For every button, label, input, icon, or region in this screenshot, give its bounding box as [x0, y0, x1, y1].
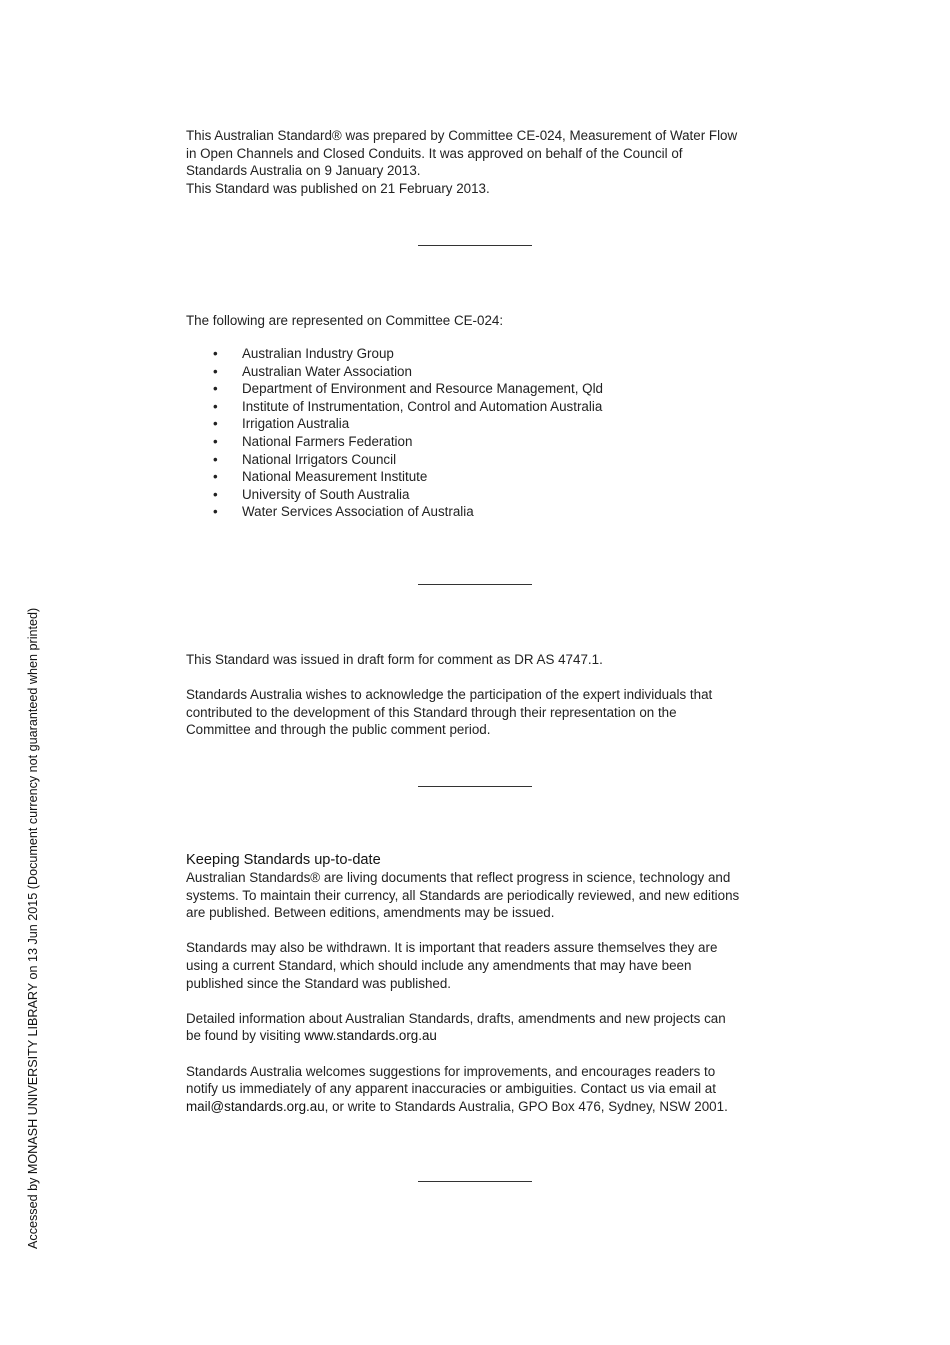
uptodate-section: [186, 851, 776, 1115]
list-item: [186, 433, 746, 451]
paragraph-text: be found by visiting: [186, 1028, 305, 1044]
bullet-icon: •: [213, 433, 218, 449]
member-name: National Farmers Federation: [242, 433, 413, 449]
paragraph-line: notify us immediately of any apparent inaccuracies or ambiguities. Contact us via email at: [186, 1081, 716, 1097]
committee-intro: [186, 312, 776, 330]
member-name: Department of Environment and Resource Management, Qld: [242, 381, 603, 397]
list-item: [186, 503, 746, 521]
member-name: Irrigation Australia: [242, 416, 350, 432]
committee-member-list: [186, 345, 746, 521]
paragraph-text: , or write to Standards Australia, GPO Box 476, Sydney, NSW 2001.: [324, 1098, 728, 1114]
list-item: [186, 486, 746, 504]
list-item: [186, 345, 746, 363]
approval-line: in Open Channels and Closed Conduits. It was approved on behalf of the Council of: [186, 145, 683, 161]
list-item: [186, 451, 746, 469]
list-item: [186, 415, 746, 433]
paragraph-line: using a current Standard, which should include any amendments that may have been: [186, 957, 692, 973]
bullet-icon: •: [213, 381, 218, 397]
draft-issued-text: This Standard was issued in draft form for comment as DR AS 4747.1.: [186, 652, 603, 667]
member-name: Water Services Association of Australia: [242, 504, 474, 520]
access-watermark-note: Accessed by MONASH UNIVERSITY LIBRARY on 13 Jun 2015 (Document currency not guaranteed when printed): [26, 607, 40, 1249]
bullet-icon: •: [213, 504, 218, 520]
bullet-icon: •: [213, 469, 218, 485]
paragraph-line: published since the Standard was published.: [186, 975, 452, 991]
section-divider: [418, 245, 532, 246]
member-name: National Irrigators Council: [242, 451, 397, 467]
list-item: [186, 363, 746, 381]
committee-intro-text: The following are represented on Committee CE-024:: [186, 313, 504, 328]
section-divider: [418, 786, 532, 787]
bullet-icon: •: [213, 486, 218, 502]
paragraph-line: Standards may also be withdrawn. It is important that readers assure themselves they are: [186, 940, 718, 956]
paragraph-line: [186, 1027, 776, 1045]
bullet-icon: •: [213, 416, 218, 432]
list-item: [186, 468, 746, 486]
section-heading: Keeping Standards up-to-date: [186, 852, 381, 868]
member-name: Institute of Instrumentation, Control and Automation Australia: [242, 398, 603, 414]
member-name: University of South Australia: [242, 486, 410, 502]
member-name: Australian Water Association: [242, 363, 412, 379]
section-divider: [418, 1181, 532, 1182]
approval-statement: [186, 127, 776, 197]
acknowledgement-line: contributed to the development of this Standard through their representation on the: [186, 704, 677, 720]
section-divider: [418, 584, 532, 585]
member-name: National Measurement Institute: [242, 469, 428, 485]
paragraph-line: Australian Standards® are living documents that reflect progress in science, technology and: [186, 870, 731, 885]
list-item: [186, 398, 746, 416]
bullet-icon: •: [213, 398, 218, 414]
paragraph-line: Detailed information about Australian Standards, drafts, amendments and new projects can: [186, 1010, 726, 1026]
paragraph-line: systems. To maintain their currency, all Standards are periodically reviewed, and new editions: [186, 887, 740, 903]
paragraph-line: [186, 1098, 776, 1116]
bullet-icon: •: [213, 346, 218, 361]
approval-line: Standards Australia on 9 January 2013.: [186, 163, 421, 179]
paragraph-line: Standards Australia welcomes suggestions for improvements, and encourages readers to: [186, 1063, 716, 1079]
contact-email-link[interactable]: mail@standards.org.au: [186, 1098, 325, 1114]
member-name: Australian Industry Group: [242, 346, 394, 361]
bullet-icon: •: [213, 363, 218, 379]
draft-section: [186, 651, 776, 739]
list-item: [186, 380, 746, 398]
bullet-icon: •: [213, 451, 218, 467]
standards-website-link[interactable]: www.standards.org.au: [304, 1028, 437, 1044]
paragraph-line: are published. Between editions, amendments may be issued.: [186, 905, 555, 921]
approval-line: This Australian Standard® was prepared by Committee CE-024, Measurement of Water Flow: [186, 128, 738, 143]
publication-date-line: This Standard was published on 21 February 2013.: [186, 180, 490, 196]
acknowledgement-line: Committee and through the public comment period.: [186, 722, 491, 738]
acknowledgement-line: Standards Australia wishes to acknowledge the participation of the expert individuals that: [186, 687, 713, 703]
